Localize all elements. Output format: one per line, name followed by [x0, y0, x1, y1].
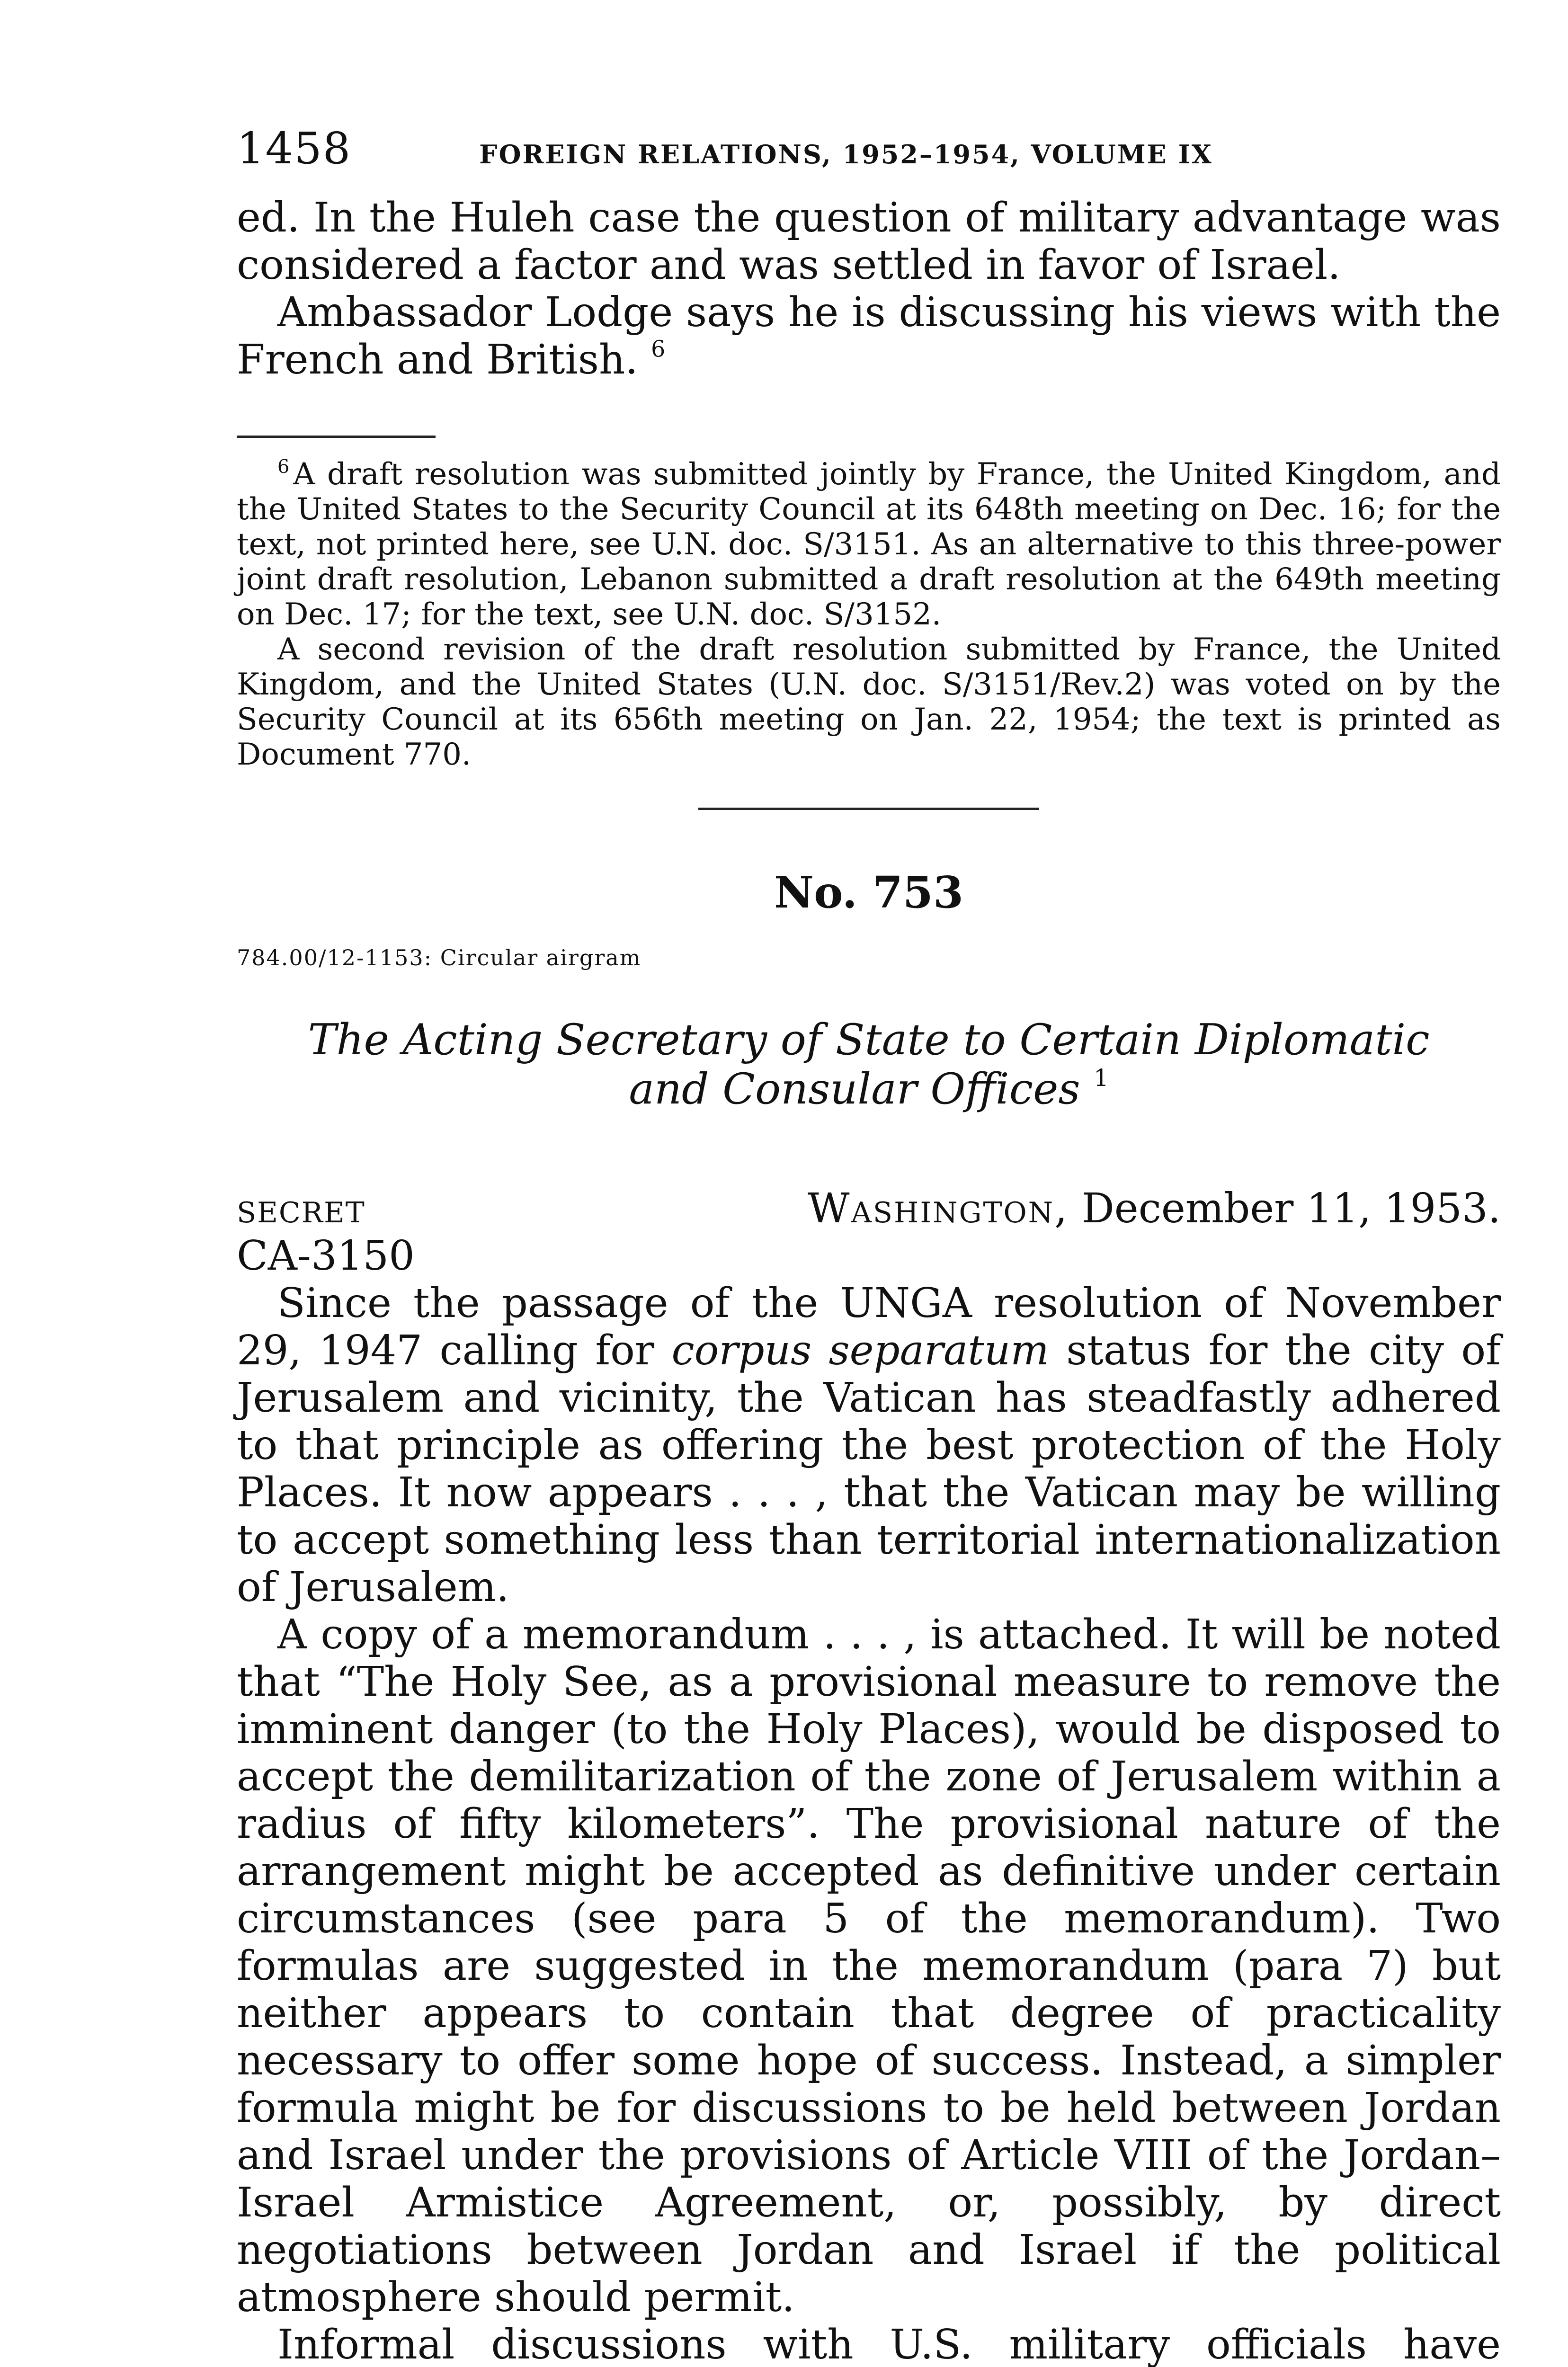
body-paragraph-3: Informal discussions with U.S. military officials have: [277, 2321, 1501, 2367]
running-title: FOREIGN RELATIONS, 1952–1954, VOLUME IX: [479, 139, 1213, 169]
document-code: CA-3150: [237, 1232, 415, 1280]
body-paragraph-2: A copy of a memorandum . . . , is attached. It will be noted that “The Holy See, as a provisional measure to remove the imminent danger (to the Holy Places), would be disposed to accept the demilitarization of the zone of Jerusalem within a radius of fifty kilometers”. The provisional nature of the arrangement might be accepted as definitive under certain circumstances (see para 5 of the memorandum). Two formulas are suggested in the memorandum (para 7) but neither appears to contain that degree of practicality necessary to offer some hope of success. Instead, a simpler formula might be for discussions to be held between Jordan and Israel under the provisions of Article VIII of the Jordan–Israel Armistice Agreement, or, possibly, by direct negotiations between Jordan and Israel if the political atmosphere should permit.: [237, 1611, 1501, 2321]
dateline: [808, 1185, 1501, 1232]
document-title: [289, 1015, 1449, 1114]
lodge-paragraph-text: Ambassador Lodge says he is discussing his views with the French and British.: [237, 289, 1501, 383]
footnote-6-paragraph-2: A second revision of the draft resolution submitted by France, the United Kingdom, and the United States (U.N. doc. S/3151/Rev.2) was voted on by the Security Council at its 656th meeting on Jan. 22, 1954; the text is printed as Document 770.: [237, 632, 1501, 772]
dateline-place: Washington,: [808, 1185, 1069, 1232]
section-separator: [698, 808, 1039, 810]
document-page: [237, 123, 1501, 2367]
footnote-6: [237, 457, 1501, 772]
carryover-text: [237, 194, 1501, 383]
dateline-date: December 11, 1953.: [1081, 1185, 1501, 1232]
document-body: [237, 1280, 1501, 2367]
file-reference: 784.00/12-1153: Circular airgram: [237, 945, 641, 970]
footnote-rule: [237, 436, 436, 438]
classification-row: [237, 1185, 1501, 1232]
carryover-paragraph: ed. In the Huleh case the question of military advantage was considered a factor and was settled in favor of Israel.: [237, 194, 1501, 289]
page-number: 1458: [237, 123, 352, 174]
lodge-paragraph: [237, 289, 1501, 383]
document-title-text: The Acting Secretary of State to Certain Diplomatic and Consular Offices: [308, 1015, 1430, 1114]
body-paragraph-1-italic: corpus separatum: [671, 1327, 1049, 1374]
footnote-ref-6[interactable]: 6: [651, 336, 666, 363]
document-number: No. 753: [774, 867, 963, 918]
classification: SECRET: [237, 1196, 365, 1229]
footnote-ref-1[interactable]: 1: [1094, 1064, 1109, 1092]
body-paragraph-1-before: Since the passage of the UNGA resolution of November 29, 1947 calling for: [237, 1280, 1501, 1374]
running-head: [237, 123, 1501, 194]
footnote-6-paragraph-1: [237, 457, 1501, 632]
footnote-6-mark: 6: [277, 456, 290, 478]
body-paragraph-1-after: status for the city of Jerusalem and vicinity, the Vatican has steadfastly adhered to that principle as offering the best protection of the Holy Places. It now appears . . . , that the Vatican may be willing to accept something less than territorial internationalization of Jerusalem.: [237, 1327, 1501, 1611]
body-paragraph-1: [237, 1280, 1501, 1611]
footnote-6-text-1: A draft resolution was submitted jointly by France, the United Kingdom, and the United States to the Security Council at its 648th meeting on Dec. 16; for the text, not printed here, see U.N. doc. S/3151. As an alternative to this three-power joint draft resolution, Lebanon submitted a draft resolution at the 649th meeting on Dec. 17; for the text, see U.N. doc. S/3152.: [237, 457, 1501, 632]
